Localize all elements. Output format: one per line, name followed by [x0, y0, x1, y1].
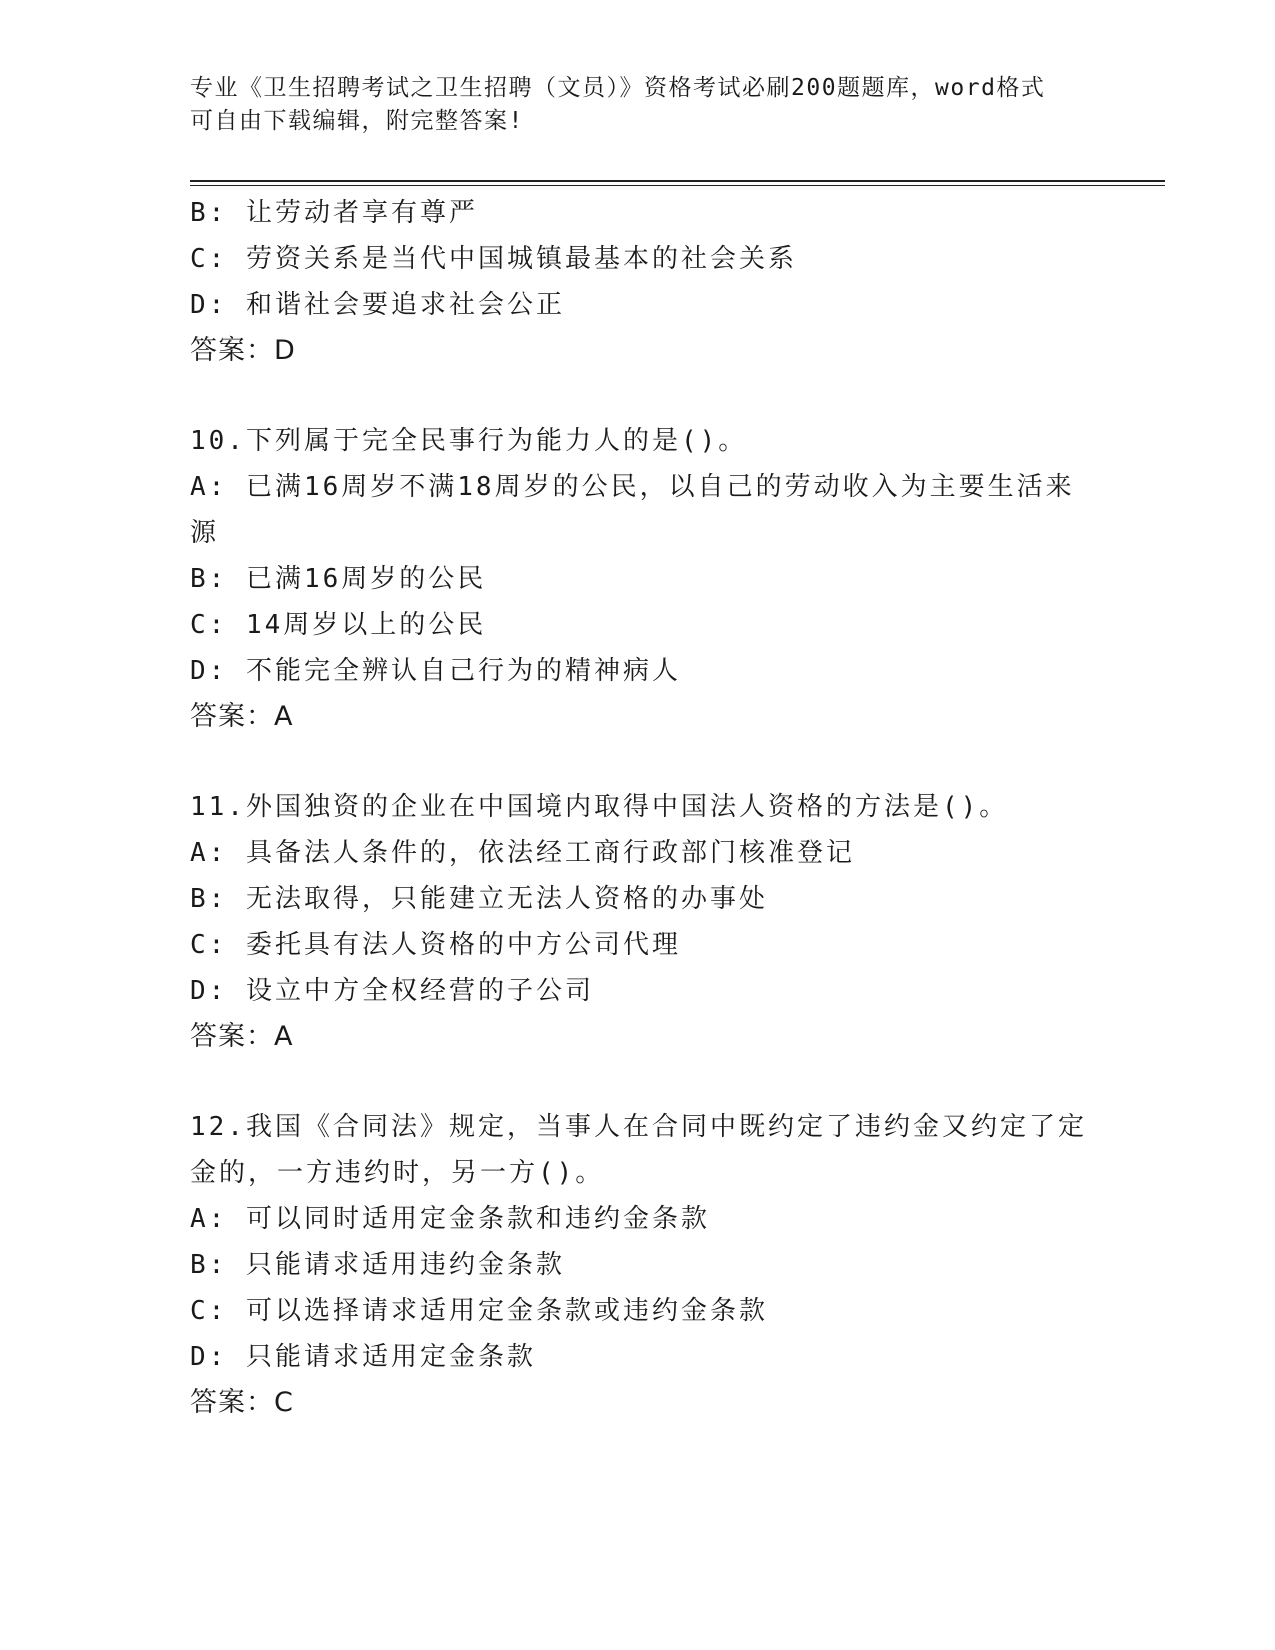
header-line-1: 专业《卫生招聘考试之卫生招聘（文员）》资格考试必刷200题题库，word格式 [190, 75, 1046, 101]
option-d: D: 设立中方全权经营的子公司 [190, 976, 594, 1006]
question-stem: 10.下列属于完全民事行为能力人的是()。 [190, 426, 748, 456]
option-c: C: 14周岁以上的公民 [190, 610, 487, 640]
spacer [190, 374, 1090, 418]
option-b: B: 只能请求适用违约金条款 [190, 1250, 565, 1280]
question-11 [190, 784, 1090, 1060]
header-line-2: 可自由下载编辑，附完整答案! [190, 108, 524, 134]
question-stem: 12.我国《合同法》规定，当事人在合同中既约定了违约金又约定了定 [190, 1112, 1087, 1142]
document-header [190, 72, 1090, 138]
option-c: C: 可以选择请求适用定金条款或违约金条款 [190, 1296, 768, 1326]
option-d: D: 只能请求适用定金条款 [190, 1342, 536, 1372]
question-9-continuation [190, 190, 1090, 374]
option-b: B: 无法取得，只能建立无法人资格的办事处 [190, 884, 768, 914]
document-body [190, 190, 1090, 1426]
answer: 答案：C [190, 1387, 294, 1418]
option-d: D: 和谐社会要追求社会公正 [190, 290, 565, 320]
answer: 答案：D [190, 335, 296, 366]
question-12 [190, 1104, 1090, 1426]
answer: 答案：A [190, 1021, 294, 1052]
option-c: C: 委托具有法人资格的中方公司代理 [190, 930, 681, 960]
header-divider-thick [190, 180, 1165, 182]
option-d: D: 不能完全辨认自己行为的精神病人 [190, 656, 681, 686]
option-b: B: 已满16周岁的公民 [190, 564, 487, 594]
question-10 [190, 418, 1090, 740]
option-a-continued: 源 [190, 518, 220, 548]
spacer [190, 1060, 1090, 1104]
header-divider-thin [190, 185, 1165, 186]
answer: 答案：A [190, 701, 294, 732]
question-stem: 11.外国独资的企业在中国境内取得中国法人资格的方法是()。 [190, 792, 1009, 822]
spacer [190, 740, 1090, 784]
option-c: C: 劳资关系是当代中国城镇最基本的社会关系 [190, 244, 797, 274]
option-a: A: 具备法人条件的，依法经工商行政部门核准登记 [190, 838, 855, 868]
question-stem-continued: 金的，一方违约时，另一方()。 [190, 1158, 605, 1188]
option-a: A: 已满16周岁不满18周岁的公民，以自己的劳动收入为主要生活来 [190, 472, 1075, 502]
option-a: A: 可以同时适用定金条款和违约金条款 [190, 1204, 710, 1234]
option-b: B: 让劳动者享有尊严 [190, 198, 478, 228]
